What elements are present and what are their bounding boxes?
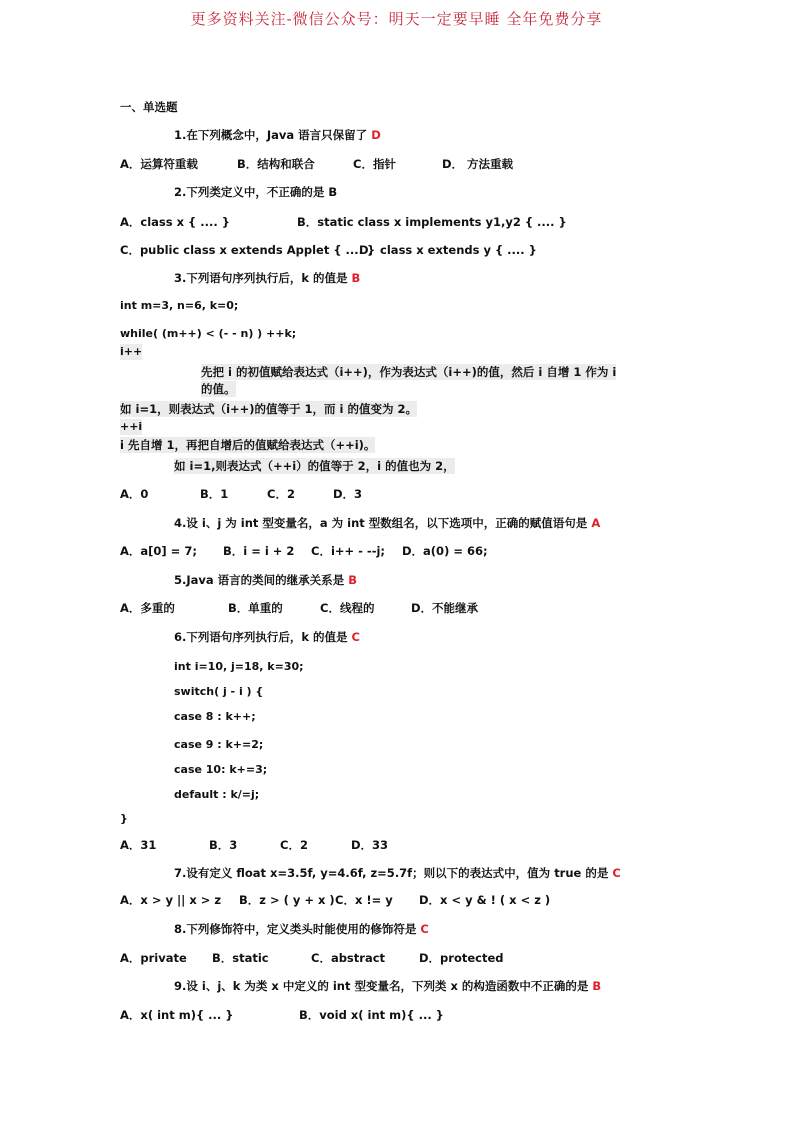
option-d: D．3 bbox=[333, 487, 363, 501]
note-ppi-desc: i 先自增 1，再把自增后的值赋给表达式（++i)。 bbox=[120, 438, 376, 452]
option-b: B．z > ( y + x ) bbox=[239, 893, 335, 907]
answer-mark: B bbox=[592, 979, 602, 993]
option-b: B．static bbox=[212, 951, 269, 965]
question-text: 4.设 i、j 为 int 型变量名，a 为 int 型数组名，以下选项中，正确的赋值语句是 bbox=[174, 516, 588, 530]
question-text: 6.下列语句序列执行后，k 的值是 bbox=[174, 630, 348, 644]
option-b: B．i = i + 2 bbox=[223, 544, 295, 558]
question-text: 1.在下列概念中，Java 语言只保留了 bbox=[174, 128, 368, 142]
question-1 bbox=[174, 127, 381, 143]
option-c: C．线程的 bbox=[320, 601, 375, 615]
code-line: case 9 : k+=2; bbox=[174, 738, 264, 751]
code-line: int i=10, j=18, k=30; bbox=[174, 660, 304, 673]
code-line: switch( j - i ) { bbox=[174, 685, 264, 698]
question-text: 9.设 i、j、k 为类 x 中定义的 int 型变量名，下列类 x 的构造函数中不正确的是 bbox=[174, 979, 589, 993]
option-c: C．x != y bbox=[335, 893, 393, 907]
question-3 bbox=[174, 270, 360, 286]
option-c: C．public class x extends Applet { .... } bbox=[120, 243, 376, 257]
option-d: D．protected bbox=[419, 951, 504, 965]
option-a: A．运算符重载 bbox=[120, 157, 198, 171]
option-d: D．33 bbox=[351, 838, 389, 852]
option-a: A．0 bbox=[120, 487, 149, 501]
option-b: B．3 bbox=[209, 838, 238, 852]
answer-mark: C bbox=[420, 922, 429, 936]
question-2: 2.下列类定义中，不正确的是 B bbox=[174, 185, 338, 199]
question-8 bbox=[174, 921, 429, 937]
option-c: C．abstract bbox=[311, 951, 386, 965]
code-line: } bbox=[120, 812, 128, 825]
option-c: C．i++ - --j; bbox=[311, 544, 386, 558]
option-b: B．static class x implements y1,y2 { .... } bbox=[297, 215, 567, 229]
answer-mark: B bbox=[348, 573, 357, 587]
question-5 bbox=[174, 572, 357, 588]
answer-mark: B bbox=[351, 271, 361, 285]
question-4 bbox=[174, 515, 600, 531]
section-title: 一、单选题 bbox=[120, 100, 178, 114]
note-ipp-desc: 先把 i 的初值赋给表达式（i++)，作为表达式（i++)的值，然后 i 自增 1 作为 i bbox=[201, 365, 617, 379]
answer-mark: D bbox=[371, 128, 381, 142]
note-ppi-label: ++i bbox=[120, 420, 143, 433]
option-d: D．不能继承 bbox=[411, 601, 479, 615]
question-6 bbox=[174, 629, 360, 645]
option-d: D． 方法重载 bbox=[442, 157, 514, 171]
question-text: 5.Java 语言的类间的继承关系是 bbox=[174, 573, 345, 587]
code-line: case 10: k+=3; bbox=[174, 763, 268, 776]
option-b: B．void x( int m){ ... } bbox=[299, 1008, 444, 1022]
note-ipp-desc-cont: 的值。 bbox=[201, 382, 236, 396]
option-c: C．2 bbox=[280, 838, 308, 852]
code-line: case 8 : k++; bbox=[174, 710, 256, 723]
question-text: 8.下列修饰符中，定义类头时能使用的修饰符是 bbox=[174, 922, 417, 936]
answer-mark: C bbox=[612, 866, 621, 880]
header-banner: 更多资料关注-微信公众号：明天一定要早睡 全年免费分享 bbox=[190, 10, 603, 28]
option-d: D．a(0) = 66; bbox=[402, 544, 488, 558]
note-ipp-label: i++ bbox=[120, 345, 143, 358]
question-7 bbox=[174, 865, 621, 881]
option-c: C．指针 bbox=[353, 157, 396, 171]
question-9 bbox=[174, 978, 601, 994]
option-a: A．31 bbox=[120, 838, 157, 852]
note-ppi-example: 如 i=1,则表达式（++i）的值等于 2，i 的值也为 2， bbox=[174, 459, 455, 473]
question-text: 3.下列语句序列执行后，k 的值是 bbox=[174, 271, 348, 285]
option-d: D．x < y & ! ( x < z ) bbox=[419, 893, 551, 907]
option-a: A．x > y || x > z bbox=[120, 893, 222, 907]
code-line: int m=3, n=6, k=0; bbox=[120, 299, 239, 312]
option-a: A．class x { .... } bbox=[120, 215, 230, 229]
answer-mark: A bbox=[591, 516, 601, 530]
option-a: A．x( int m){ ... } bbox=[120, 1008, 234, 1022]
option-b: B．1 bbox=[200, 487, 229, 501]
answer-mark: C bbox=[351, 630, 360, 644]
note-ipp-example: 如 i=1，则表达式（i++)的值等于 1，而 i 的值变为 2。 bbox=[120, 402, 418, 416]
option-a: A．a[0] = 7; bbox=[120, 544, 197, 558]
option-a: A．多重的 bbox=[120, 601, 175, 615]
question-text: 7.设有定义 float x=3.5f, y=4.6f, z=5.7f；则以下的表达式中，值为 true 的是 bbox=[174, 866, 609, 880]
option-d: D．class x extends y { .... } bbox=[359, 243, 537, 257]
code-line: while( (m++) < (- - n) ) ++k; bbox=[120, 327, 297, 340]
option-b: B．单重的 bbox=[228, 601, 283, 615]
option-a: A．private bbox=[120, 951, 187, 965]
option-c: C．2 bbox=[267, 487, 295, 501]
code-line: default : k/=j; bbox=[174, 788, 260, 801]
option-b: B．结构和联合 bbox=[237, 157, 315, 171]
